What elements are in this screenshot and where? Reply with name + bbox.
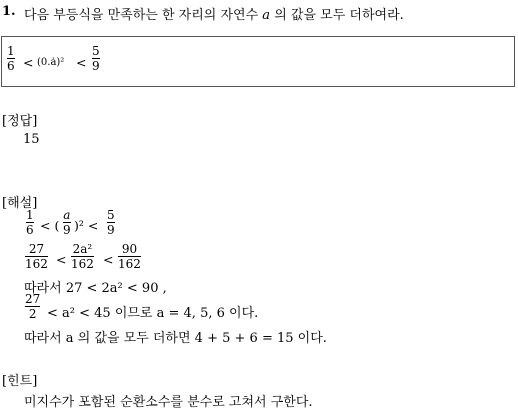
box-frac-right-num: 5 (92, 44, 100, 58)
hint-text: 미지수가 포함된 순환소수를 분수로 고쳐서 구한다. (24, 395, 313, 410)
question-number: 1. (2, 4, 16, 19)
sol-l2-frac2-den: 162 (71, 257, 94, 271)
sol-l2-frac1-den: 162 (25, 257, 48, 271)
sol-l2-frac2 (71, 243, 94, 270)
sol-l1-frac1 (26, 209, 34, 236)
question-text-part1: 다음 부등식을 만족하는 한 자리의 자연수 (24, 8, 259, 23)
sol-l1-pow: )² < (74, 218, 99, 233)
sol-l2-frac3-den: 162 (118, 257, 141, 271)
sol-l2-frac3 (118, 243, 141, 270)
sol-l4-frac (25, 293, 40, 320)
hint-label: [힌트] (2, 374, 38, 389)
sol-l1-frac1-den: 6 (26, 223, 34, 237)
sol-l1-frac1-num: 1 (26, 208, 34, 222)
sol-l2-frac1-num: 27 (28, 242, 45, 256)
sol-l4-frac-den: 2 (28, 307, 37, 321)
sol-l4-rest: < a² < 45 이므로 a = 4, 5, 6 이다. (47, 306, 259, 321)
solution-label: [해설] (2, 196, 38, 211)
box-frac-right (92, 45, 100, 72)
box-lt-2: < (76, 55, 87, 70)
sol-l1-frac2-num: a (63, 208, 71, 222)
sol-l2-lt2: < (103, 252, 114, 267)
box-expr: (0.ȧ)² (37, 57, 65, 68)
sol-l5: 따라서 a 의 값을 모두 더하면 4 + 5 + 6 = 15 이다. (24, 331, 327, 346)
sol-l3 (24, 277, 167, 296)
sol-l2-frac2-num: 2a² (72, 242, 93, 256)
sol-l1-frac3-num: 5 (107, 208, 115, 222)
box-lt-1: < (23, 55, 34, 70)
sol-l2-lt1: < (56, 252, 67, 267)
box-frac-left-num: 1 (7, 44, 15, 58)
sol-l1-frac2-den: 9 (63, 223, 71, 237)
sol-l2-frac3-num: 90 (121, 242, 138, 256)
sol-l1-frac2 (63, 209, 71, 236)
sol-l1-frac3 (107, 209, 115, 236)
answer-label: [정답] (2, 114, 38, 129)
sol-l1-frac3-den: 9 (107, 223, 115, 237)
question-var: a (262, 8, 271, 23)
sol-l3-expr: 27 < 2a² < 90 , (65, 281, 167, 296)
sol-l2-frac1 (25, 243, 48, 270)
question-text (24, 4, 404, 23)
box-frac-left (7, 45, 15, 72)
box-frac-left-den: 6 (7, 59, 15, 73)
box-frac-right-den: 9 (92, 59, 100, 73)
sol-l1-lt1: < ( (40, 218, 60, 233)
question-text-part2: 의 값을 모두 더하여라. (274, 8, 404, 23)
sol-l3-prefix: 따라서 (24, 281, 62, 296)
sol-l4-frac-num: 27 (25, 292, 41, 306)
answer-value: 15 (23, 132, 40, 147)
